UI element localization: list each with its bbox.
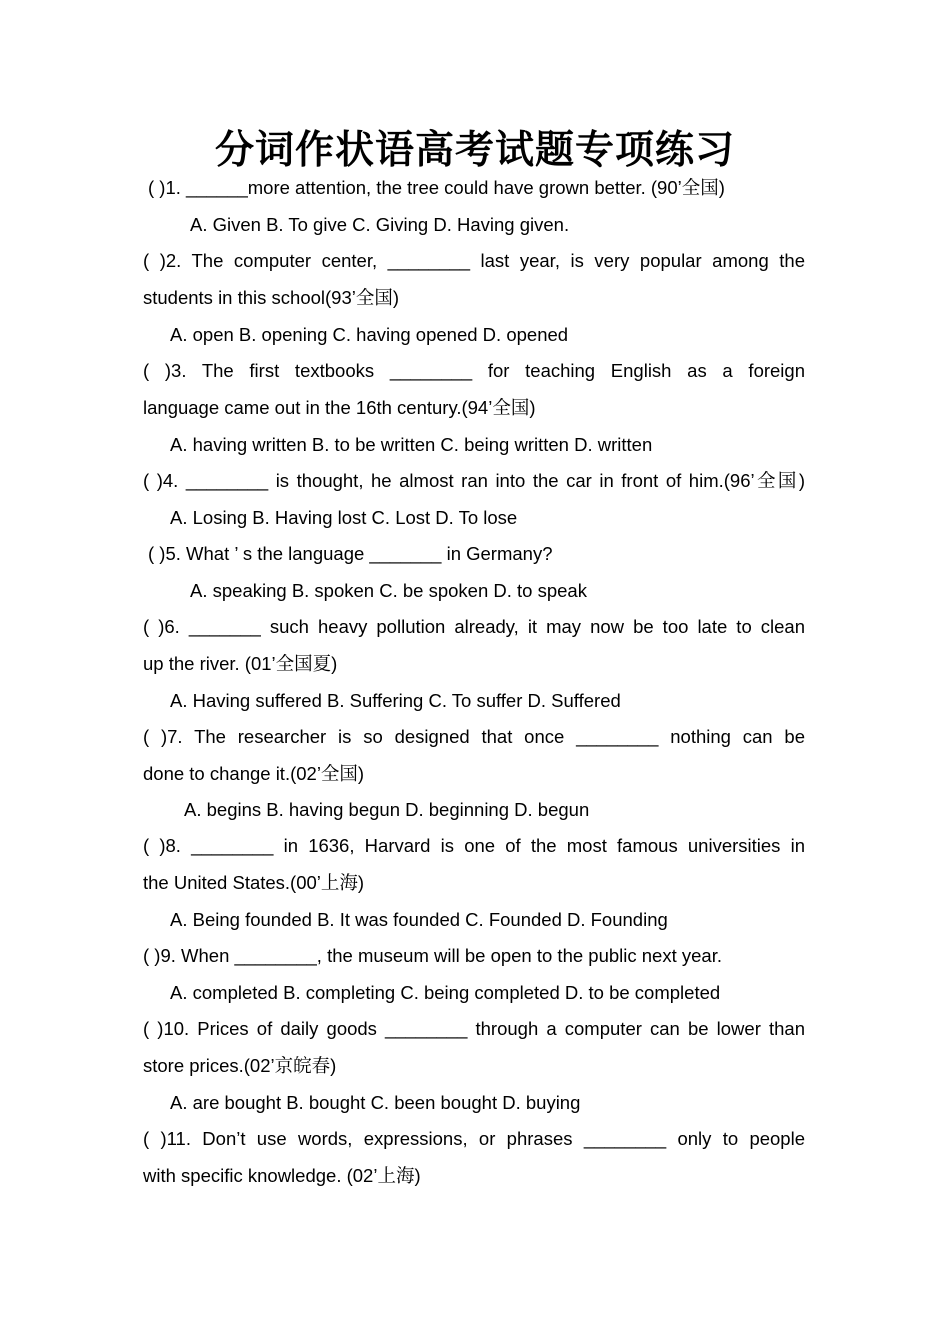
question-6-stem: ( )6. _______ such heavy pollution already, it may now be too late to clean (143, 616, 805, 637)
question-6-stem-cont: up the river. (01’全国夏) (143, 653, 338, 674)
question-5-stem: ( )5. What ’ s the language _______ in Germany? (148, 543, 553, 564)
question-2-options: A. open B. opening C. having opened D. opened (170, 324, 569, 345)
question-6-options: A. Having suffered B. Suffering C. To suffer D. Suffered (170, 690, 621, 711)
question-11-stem-cont: with specific knowledge. (02’上海) (143, 1165, 421, 1186)
question-10-options: A. are bought B. bought C. been bought D. buying (170, 1092, 581, 1113)
question-10-stem: ( )10. Prices of daily goods ________ through a computer can be lower than (143, 1018, 805, 1039)
question-11-stem: ( )11. Don’t use words, expressions, or phrases ________ only to people (143, 1128, 805, 1149)
question-4-options: A. Losing B. Having lost C. Lost D. To lose (170, 507, 518, 528)
question-1-options: A. Given B. To give C. Giving D. Having given. (190, 214, 570, 235)
question-3-stem: ( )3. The first textbooks ________ for teaching English as a foreign (143, 360, 805, 381)
question-1-stem: ( )1. ______more attention, the tree could have grown better. (90’全国) (148, 177, 725, 198)
question-4-stem: ( )4. ________ is thought, he almost ran into the car in front of him.(96’全国) (143, 470, 805, 491)
question-7-options: A. begins B. having begun D. beginning D. begun (184, 799, 590, 820)
question-5-options: A. speaking B. spoken C. be spoken D. to speak (190, 580, 587, 601)
question-8-stem-cont: the United States.(00’上海) (143, 872, 365, 893)
question-7-stem-cont: done to change it.(02’全国) (143, 763, 365, 784)
question-8-options: A. Being founded B. It was founded C. Founded D. Founding (170, 909, 668, 930)
question-9-stem: ( )9. When ________, the museum will be open to the public next year. (143, 945, 722, 966)
question-9-options: A. completed B. completing C. being completed D. to be completed (170, 982, 721, 1003)
question-2-stem: ( )2. The computer center, ________ last year, is very popular among the (143, 250, 805, 271)
question-7-stem: ( )7. The researcher is so designed that once ________ nothing can be (143, 726, 805, 747)
question-8-stem: ( )8. ________ in 1636, Harvard is one of the most famous universities in (143, 835, 805, 856)
question-3-options: A. having written B. to be written C. being written D. written (170, 434, 653, 455)
question-3-stem-cont: language came out in the 16th century.(94’全国) (143, 397, 536, 418)
question-2-stem-cont: students in this school(93’全国) (143, 287, 400, 308)
page-title: 分词作状语高考试题专项练习 (214, 127, 735, 173)
question-10-stem-cont: store prices.(02’京皖春) (143, 1055, 337, 1076)
